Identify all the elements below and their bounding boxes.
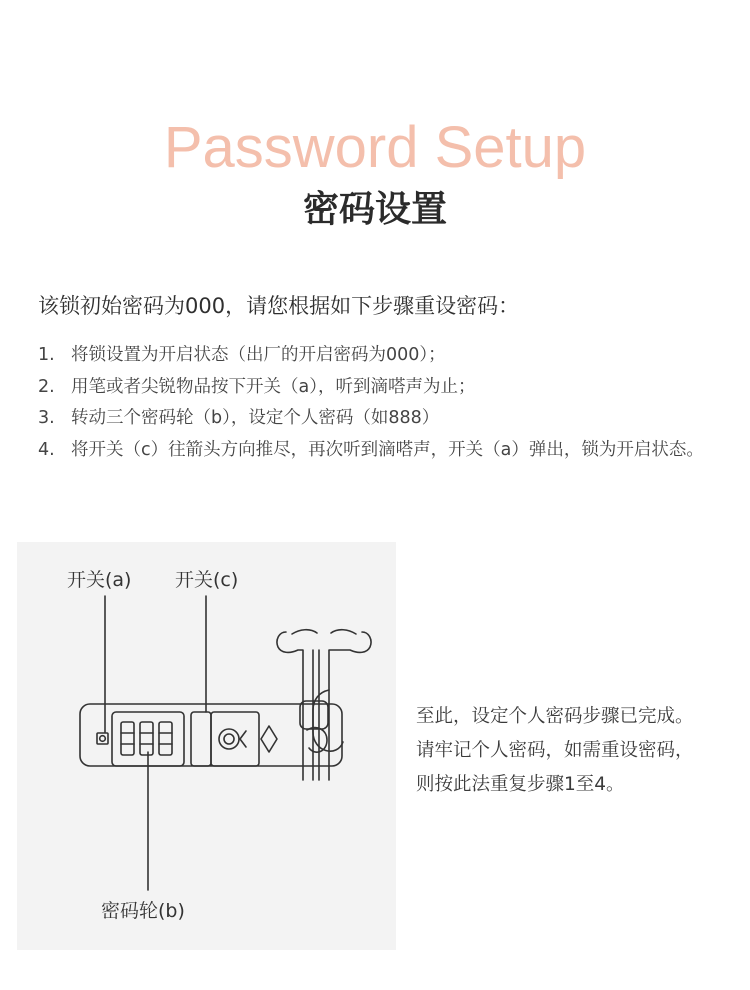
intro-text: 该锁初始密码为000，请您根据如下步骤重设密码： <box>38 294 520 318</box>
lock-illustration <box>17 542 396 950</box>
latch-panel <box>211 712 259 766</box>
step-item <box>38 372 718 404</box>
step-text: 将锁设置为开启状态（出厂的开启密码为000）； <box>71 345 446 365</box>
shackle-left <box>277 632 303 780</box>
page-title: Password Setup <box>163 115 587 180</box>
step-item <box>38 403 718 435</box>
steps-list <box>38 340 718 466</box>
switch-c <box>191 712 211 766</box>
label-code-wheel-b: 密码轮(b) <box>101 900 185 922</box>
note-line: 请牢记个人密码，如需重设密码， <box>416 740 694 761</box>
step-number: 4. <box>38 439 55 460</box>
step-text: 用笔或者尖锐物品按下开关（a），听到滴嗒声为止； <box>71 376 476 397</box>
step-number: 3. <box>38 408 55 428</box>
step-text: 将开关（c）往箭头方向推尽，再次听到滴嗒声，开关（a）弹出，锁为开启状态。 <box>71 439 704 460</box>
step-item <box>38 435 718 467</box>
label-switch-c: 开关(c) <box>175 569 239 591</box>
step-item <box>38 340 718 372</box>
note-line: 则按此法重复步骤1至4。 <box>416 774 625 795</box>
code-wheel <box>121 722 134 755</box>
completion-note <box>416 700 736 802</box>
lock-diagram <box>17 542 396 950</box>
diamond-mark <box>261 726 277 752</box>
shackle-right <box>329 632 371 780</box>
code-wheel <box>159 722 172 755</box>
step-number: 2. <box>38 376 55 397</box>
reset-button-a <box>97 733 108 744</box>
label-switch-a: 开关(a) <box>67 569 132 591</box>
note-line: 至此，设定个人密码步骤已完成。 <box>416 706 694 727</box>
step-text: 转动三个密码轮（b），设定个人密码（如888） <box>71 408 440 428</box>
page-subtitle: 密码设置 <box>302 189 447 230</box>
code-wheel <box>140 722 153 755</box>
step-number: 1. <box>38 345 55 365</box>
